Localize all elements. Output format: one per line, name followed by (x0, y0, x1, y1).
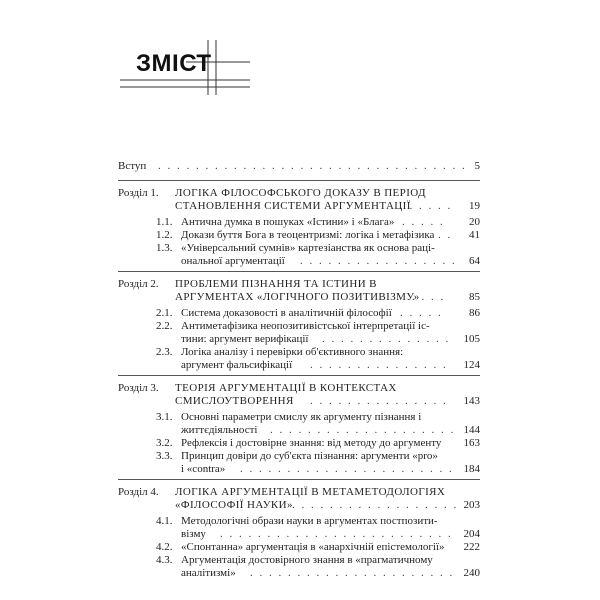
item-text: Аргументація достовірного знання в «прагматичному (181, 554, 433, 566)
dot-leader: . . . . . (400, 307, 443, 319)
page-number: 105 (463, 333, 480, 345)
page-number: 5 (474, 160, 480, 172)
page-number: 240 (463, 567, 480, 579)
section-title-line2: АРГУМЕНТАХ «ЛОГІЧНОГО ПОЗИТИВІЗМУ» (175, 291, 420, 303)
page-number: 41 (469, 229, 480, 241)
section-label: Розділ 2. (118, 278, 159, 290)
section-title-line1: ЛОГІКА АРГУМЕНТАЦІЇ В МЕТАМЕТОДОЛОГІЯХ (175, 486, 446, 498)
item-text-cont: аналітизмі» (181, 567, 236, 579)
section-title-line1: ТЕОРІЯ АРГУМЕНТАЦІЇ В КОНТЕКСТАХ (175, 382, 397, 394)
page-number: 222 (463, 541, 480, 553)
item-text: Основні параметри смислу як аргументу пізнання і (181, 411, 422, 423)
item-number: 2.3. (156, 346, 173, 358)
item-text-cont: тини: аргумент верифікації (181, 333, 309, 345)
intro-title: Вступ (118, 160, 147, 172)
item-text: Рефлексія і достовірне знання: від методу до аргументу (181, 437, 442, 449)
divider (118, 271, 480, 272)
item-text: Докази буття Бога в теоцентризмі: логіка і метафізика (181, 229, 435, 241)
dot-leader: . . . . . . . . . . . . . . (322, 333, 451, 345)
divider (118, 479, 480, 480)
item-text: Антиметафізика неопозитивістської інтерпретації іс- (181, 320, 430, 332)
item-number: 1.1. (156, 216, 173, 228)
item-text-cont: візму (181, 528, 206, 540)
page-number: 143 (463, 395, 480, 407)
dot-leader: . . . . . . . . . . . . . . . . . . . . . . (250, 567, 455, 579)
item-number: 4.2. (156, 541, 173, 553)
section-title-line1: ПРОБЛЕМИ ПІЗНАННЯ ТА ІСТИНИ В (175, 278, 377, 290)
item-number: 2.1. (156, 307, 173, 319)
item-number: 1.2. (156, 229, 173, 241)
dot-leader: . . . . . . . . . . . . . . . . . (300, 255, 457, 267)
section-label: Розділ 1. (118, 187, 159, 199)
section-title-line2: «ФІЛОСОФІЇ НАУКИ» (175, 499, 293, 511)
item-text: Логіка аналізу і перевірки об'єктивного знання: (181, 346, 404, 358)
item-text: «Універсальний сумнів» картезіанства як основа раці- (181, 242, 435, 254)
page-number: 19 (469, 200, 480, 212)
page-number: 124 (463, 359, 480, 371)
dot-leader: . . . . . . . . . . . . . . . . . . (292, 499, 459, 511)
item-number: 4.1. (156, 515, 173, 527)
item-text-cont: і «contra» (181, 463, 226, 475)
page-number: 203 (463, 499, 480, 511)
item-number: 4.3. (156, 554, 173, 566)
page-number: 163 (463, 437, 480, 449)
item-number: 2.2. (156, 320, 173, 332)
dot-leader: . . . . . . . . . . . . . . . . . . . . . . . . . . . . . . . . . (158, 160, 467, 172)
dot-leader: . . . . . . . . . . . . . . . (310, 359, 448, 371)
dot-leader: . . . . . (402, 216, 445, 228)
item-number: 3.1. (156, 411, 173, 423)
page-number: 144 (463, 424, 480, 436)
divider (118, 180, 480, 181)
page-number: 184 (463, 463, 480, 475)
dot-leader: . . . . . . . . . . . . . . . . . . . . . . . . . (220, 528, 453, 540)
dot-leader: . . (438, 229, 453, 241)
page-number: 86 (469, 307, 480, 319)
dot-leader: . . . . . . . . . . . . . . . . . . . . . . . (240, 463, 454, 475)
section-title-line2: СМИСЛОУТВОРЕННЯ (175, 395, 294, 407)
item-text-cont: ональної аргументації (181, 255, 285, 267)
section-title-line2: СТАНОВЛЕННЯ СИСТЕМИ АРГУМЕНТАЦІЇ (175, 200, 411, 212)
dot-leader: . . . . . . (400, 200, 453, 212)
item-text: Методологічні образи науки в аргументах постпозити- (181, 515, 438, 527)
section-label: Розділ 4. (118, 486, 159, 498)
page-title: ЗМІСТ (136, 50, 212, 77)
item-text-cont: життєдіяльності (181, 424, 258, 436)
item-text-cont: аргумент фальсифікації (181, 359, 293, 371)
item-text: Антична думка в пошуках «Істини» і «Блага» (181, 216, 395, 228)
divider (118, 375, 480, 376)
section-label: Розділ 3. (118, 382, 159, 394)
item-number: 1.3. (156, 242, 173, 254)
section-title-line1: ЛОГІКА ФІЛОСОФСЬКОГО ДОКАЗУ В ПЕРІОД (175, 187, 426, 199)
page-number: 204 (463, 528, 480, 540)
page-number: 85 (469, 291, 480, 303)
item-number: 3.2. (156, 437, 173, 449)
item-number: 3.3. (156, 450, 173, 462)
dot-leader: . . . . . . . . . . . . . . . . . . . . (270, 424, 456, 436)
item-text: Система доказовості в аналітичній філософії (181, 307, 392, 319)
dot-leader: . . . . . . . . . . . . . . . (310, 395, 448, 407)
page-number: 20 (469, 216, 480, 228)
page-number: 64 (469, 255, 480, 267)
heading-decoration-lines (0, 0, 600, 120)
dot-leader: . . . . (412, 291, 446, 303)
item-text: «Спонтанна» аргументація в «анархічній епістемології» (181, 541, 445, 553)
item-text: Принцип довіри до суб'єкта пізнання: аргументи «pro» (181, 450, 438, 462)
